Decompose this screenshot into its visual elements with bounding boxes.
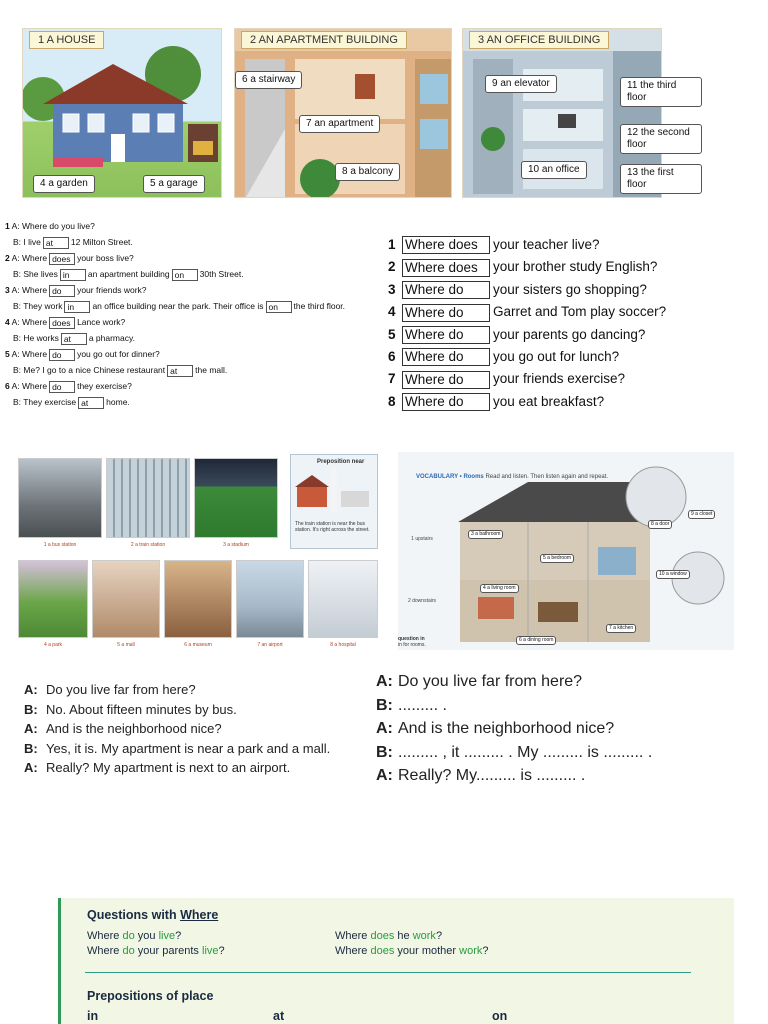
exercise-item [388,324,758,346]
apartment-panel [234,28,452,198]
exercise-item [388,346,758,368]
room-label: 10 a window [656,570,690,579]
room-label: 9 a closet [688,510,715,519]
exercise-item [5,331,380,347]
aux: does [370,930,395,942]
photo-airport [236,560,304,638]
prep-in: in [87,1009,99,1023]
item-number: 8 [388,393,396,409]
label-apartment: 7 an apartment [299,115,380,133]
speaker: B: [24,740,38,756]
line-text: ......... , it ......... . My ......... is ......... . [398,743,653,761]
answer-box[interactable]: in [64,301,90,313]
caption: 5 a mall [117,642,135,648]
question-text: A: Where [11,253,48,263]
line-text: ......... . [398,696,447,714]
room-label: 6 a dining room [516,636,556,645]
answer-box[interactable]: does [49,253,75,265]
line-text: Do you live far from here? [398,673,583,690]
speaker: A: [376,673,393,690]
question-text: Garret and Tom play soccer? [493,304,667,320]
label-balcony: 8 a balcony [335,163,400,181]
photo-bus-station [18,458,102,538]
subj: your parents [137,945,199,957]
item-number: 5 [388,326,396,342]
rooms-footnote [398,636,426,648]
item-number: 2 [388,259,396,275]
dialog-line [24,700,330,720]
qmark: ? [218,945,225,957]
label-office: 10 an office [521,161,587,179]
exercise-item [5,347,380,363]
question-text: A: Where do you live? [11,221,95,231]
answer-box[interactable]: Where do [402,393,490,411]
preposition-title: Preposition near [317,459,365,465]
label-third-floor: 11 the third floor [620,77,702,107]
photo-hospital [308,560,378,638]
answer-text: B: She lives [13,269,58,279]
answer-text: 30th Street. [199,269,244,279]
example-line [87,944,225,959]
question-text: your friends work? [77,285,147,295]
grammar-example [87,929,225,959]
dialog-line [376,741,716,765]
answer-box[interactable]: do [49,285,75,297]
prepositions-title: Prepositions of place [87,989,214,1003]
w: Where [335,930,368,942]
preposition-text: The train station is near the bus station. It's right across the street. [295,521,370,533]
answer-text: B: He works [13,333,59,343]
caption: 1 a bus station [43,542,77,548]
rooms-vocabulary [398,452,734,650]
grammar-title [87,908,218,922]
photo-train-station [106,458,190,538]
answer-text: 12 Milton Street. [70,237,133,247]
question-text: you eat breakfast? [493,393,605,409]
speaker: A: [24,721,38,737]
dialog-line [376,764,716,788]
room-label: 5 a bedroom [540,554,574,563]
item-number: 5 [5,349,10,359]
speaker: B: [24,701,38,717]
answer-box[interactable]: at [78,397,104,409]
caption: 7 an airport [257,642,283,648]
dialog-line [24,758,330,778]
grammar-title-text: Questions with [87,908,181,922]
caption: 3 a stadium [223,542,249,548]
label-second-floor: 12 the second floor [620,124,702,154]
exercise-item [5,283,380,299]
item-number: 6 [388,348,396,364]
dialog-practice [376,670,716,788]
dialog-line [376,717,716,741]
house-panel [22,28,222,198]
photo-museum [164,560,232,638]
answer-text: B: I live [13,237,41,247]
speaker: A: [24,682,38,697]
question-text: A: Where [11,317,48,327]
dialog-line [376,670,716,694]
answer-text: a pharmacy. [88,333,135,343]
question-text: Lance work? [77,317,126,327]
aux: does [370,945,395,957]
prep-on: on [492,1009,508,1023]
question-text: your brother study English? [493,259,658,275]
qmark: ? [435,930,443,942]
answer-box[interactable]: on [266,301,292,313]
answer-text: B: They exercise [13,397,77,407]
verb: live [202,945,219,957]
exercise-right [388,234,758,413]
aux: do [122,945,135,957]
answer-box[interactable]: in [60,269,86,281]
grammar-divider [85,972,691,973]
answer-box[interactable]: does [49,317,75,329]
item-number: 1 [5,221,10,231]
example-line [87,929,225,944]
question-text: you go out for lunch? [493,348,620,364]
answer-box[interactable]: Where do [402,281,490,299]
label-first-floor: 13 the first floor [620,164,702,194]
line-text: No. About fifteen minutes by bus. [46,701,237,717]
answer-box[interactable]: Where do [402,326,490,344]
aux: do [122,930,135,942]
grammar-title-underlined: Where [180,908,219,922]
photo-park [18,560,88,638]
subj: you [137,930,156,942]
answer-text: the mall. [195,365,228,375]
rooms-instruction: Read and listen. Then listen again and repeat. [485,474,609,480]
exercise-item [5,299,380,315]
speaker: A: [376,720,393,737]
map-illustration [295,469,375,513]
exercise-item [5,315,380,331]
qmark: ? [175,930,182,942]
exercise-item [388,368,758,390]
line-text: Really? My......... is ......... . [398,767,586,784]
panel-title: 3 AN OFFICE BUILDING [469,31,609,49]
item-number: 1 [388,237,396,252]
footnote-line: question in [398,636,425,642]
photo-stadium [194,458,278,538]
answer-text: home. [106,397,130,407]
verb: live [158,930,176,942]
answer-box[interactable]: do [49,349,75,361]
caption: 2 a train station [130,542,166,548]
item-number: 7 [388,371,396,387]
example-line [335,944,489,959]
prep-at: at [273,1009,285,1023]
panel-title: 1 A HOUSE [29,31,104,49]
answer-box[interactable]: Where does [402,236,490,254]
question-text: they exercise? [77,381,132,391]
verb: work [412,930,436,942]
question-text: your sisters go shopping? [493,281,647,297]
speaker: B: [376,743,393,761]
answer-box[interactable]: Where do [402,371,490,389]
question-text: your teacher live? [493,237,600,252]
preposition-box [290,454,378,549]
line-text: And is the neighborhood nice? [46,721,222,737]
question-text: A: Where [11,381,48,391]
w: Where [335,945,368,957]
exercise-item [388,279,758,301]
answer-box[interactable]: do [49,381,75,393]
rooms-heading-text: VOCABULARY • Rooms [416,474,484,480]
w: Where [87,930,120,942]
room-label: 4 a living room [480,584,519,593]
room-label: 7 a kitchen [606,624,636,633]
dialog-line [24,680,330,700]
speaker: A: [24,760,38,776]
exercise-left [5,219,380,411]
question-text: your parents go dancing? [493,326,646,342]
line-text: Really? My apartment is next to an airport. [46,760,291,776]
answer-box[interactable]: Where do [402,304,490,322]
label-stairway: 6 a stairway [235,71,302,89]
caption: 8 a hospital [330,642,356,648]
item-number: 4 [5,317,10,327]
subj: your mother [397,945,457,957]
exercise-item [388,301,758,323]
question-text: A: Where [11,349,48,359]
dialog-line [24,739,330,759]
speaker: B: [376,696,393,714]
grammar-example [335,929,489,959]
line-text: Yes, it is. My apartment is near a park and a mall. [46,740,331,756]
answer-text: B: They work [13,301,63,311]
subj: he [397,930,410,942]
answer-text: B: Me? I go to a nice Chinese restaurant [13,365,166,375]
exercise-item [5,395,380,411]
house-cutaway-illustration [398,452,734,650]
answer-text: an office building near the park. Their office is [92,301,264,311]
house-illustration [23,29,222,198]
exercise-item [388,256,758,278]
line-text: And is the neighborhood nice? [398,720,615,737]
dialog-line [376,694,716,718]
question-text: your friends exercise? [493,371,626,387]
level-label: 1 upstairs [411,536,433,542]
label-garden: 4 a garden [33,175,95,193]
question-text: A: Where [11,285,48,295]
answer-box[interactable]: at [43,237,69,249]
exercise-item [5,219,380,235]
item-number: 3 [388,281,396,297]
verb: work [459,945,483,957]
w: Where [87,945,120,957]
exercise-item [5,267,380,283]
photo-mall [92,560,160,638]
caption: 6 a museum [184,642,212,648]
speaker: A: [376,767,393,784]
line-text: Do you live far from here? [46,682,196,697]
exercise-item [5,235,380,251]
answer-text: the third floor. [293,301,346,311]
level-label: 2 downstairs [407,598,437,604]
places-photos [18,454,380,650]
question-text: your boss live? [77,253,134,263]
item-number: 3 [5,285,10,295]
exercise-item [388,234,758,256]
exercise-item [388,391,758,413]
item-number: 6 [5,381,10,391]
room-label: 3 a bathroom [468,530,503,539]
dialog-line [24,719,330,739]
answer-box[interactable]: Where do [402,348,490,366]
answer-box[interactable]: Where does [402,259,490,277]
qmark: ? [482,945,489,957]
caption: 4 a park [43,642,63,648]
dialog-example [24,680,330,778]
room-label: 8 a door [648,520,672,529]
answer-box[interactable]: on [172,269,198,281]
exercise-item [5,379,380,395]
exercise-item [5,251,380,267]
label-elevator: 9 an elevator [485,75,557,93]
item-number: 2 [5,253,10,263]
grammar-box [58,898,734,1024]
example-line [335,929,489,944]
exercise-item [5,363,380,379]
answer-text: an apartment building [87,269,170,279]
answer-box[interactable]: at [61,333,87,345]
item-number: 4 [388,304,396,320]
answer-box[interactable]: at [167,365,193,377]
label-garage: 5 a garage [143,175,205,193]
panel-title: 2 AN APARTMENT BUILDING [241,31,407,49]
footnote-line: in for rooms. [398,642,426,648]
question-text: you go out for dinner? [77,349,160,359]
